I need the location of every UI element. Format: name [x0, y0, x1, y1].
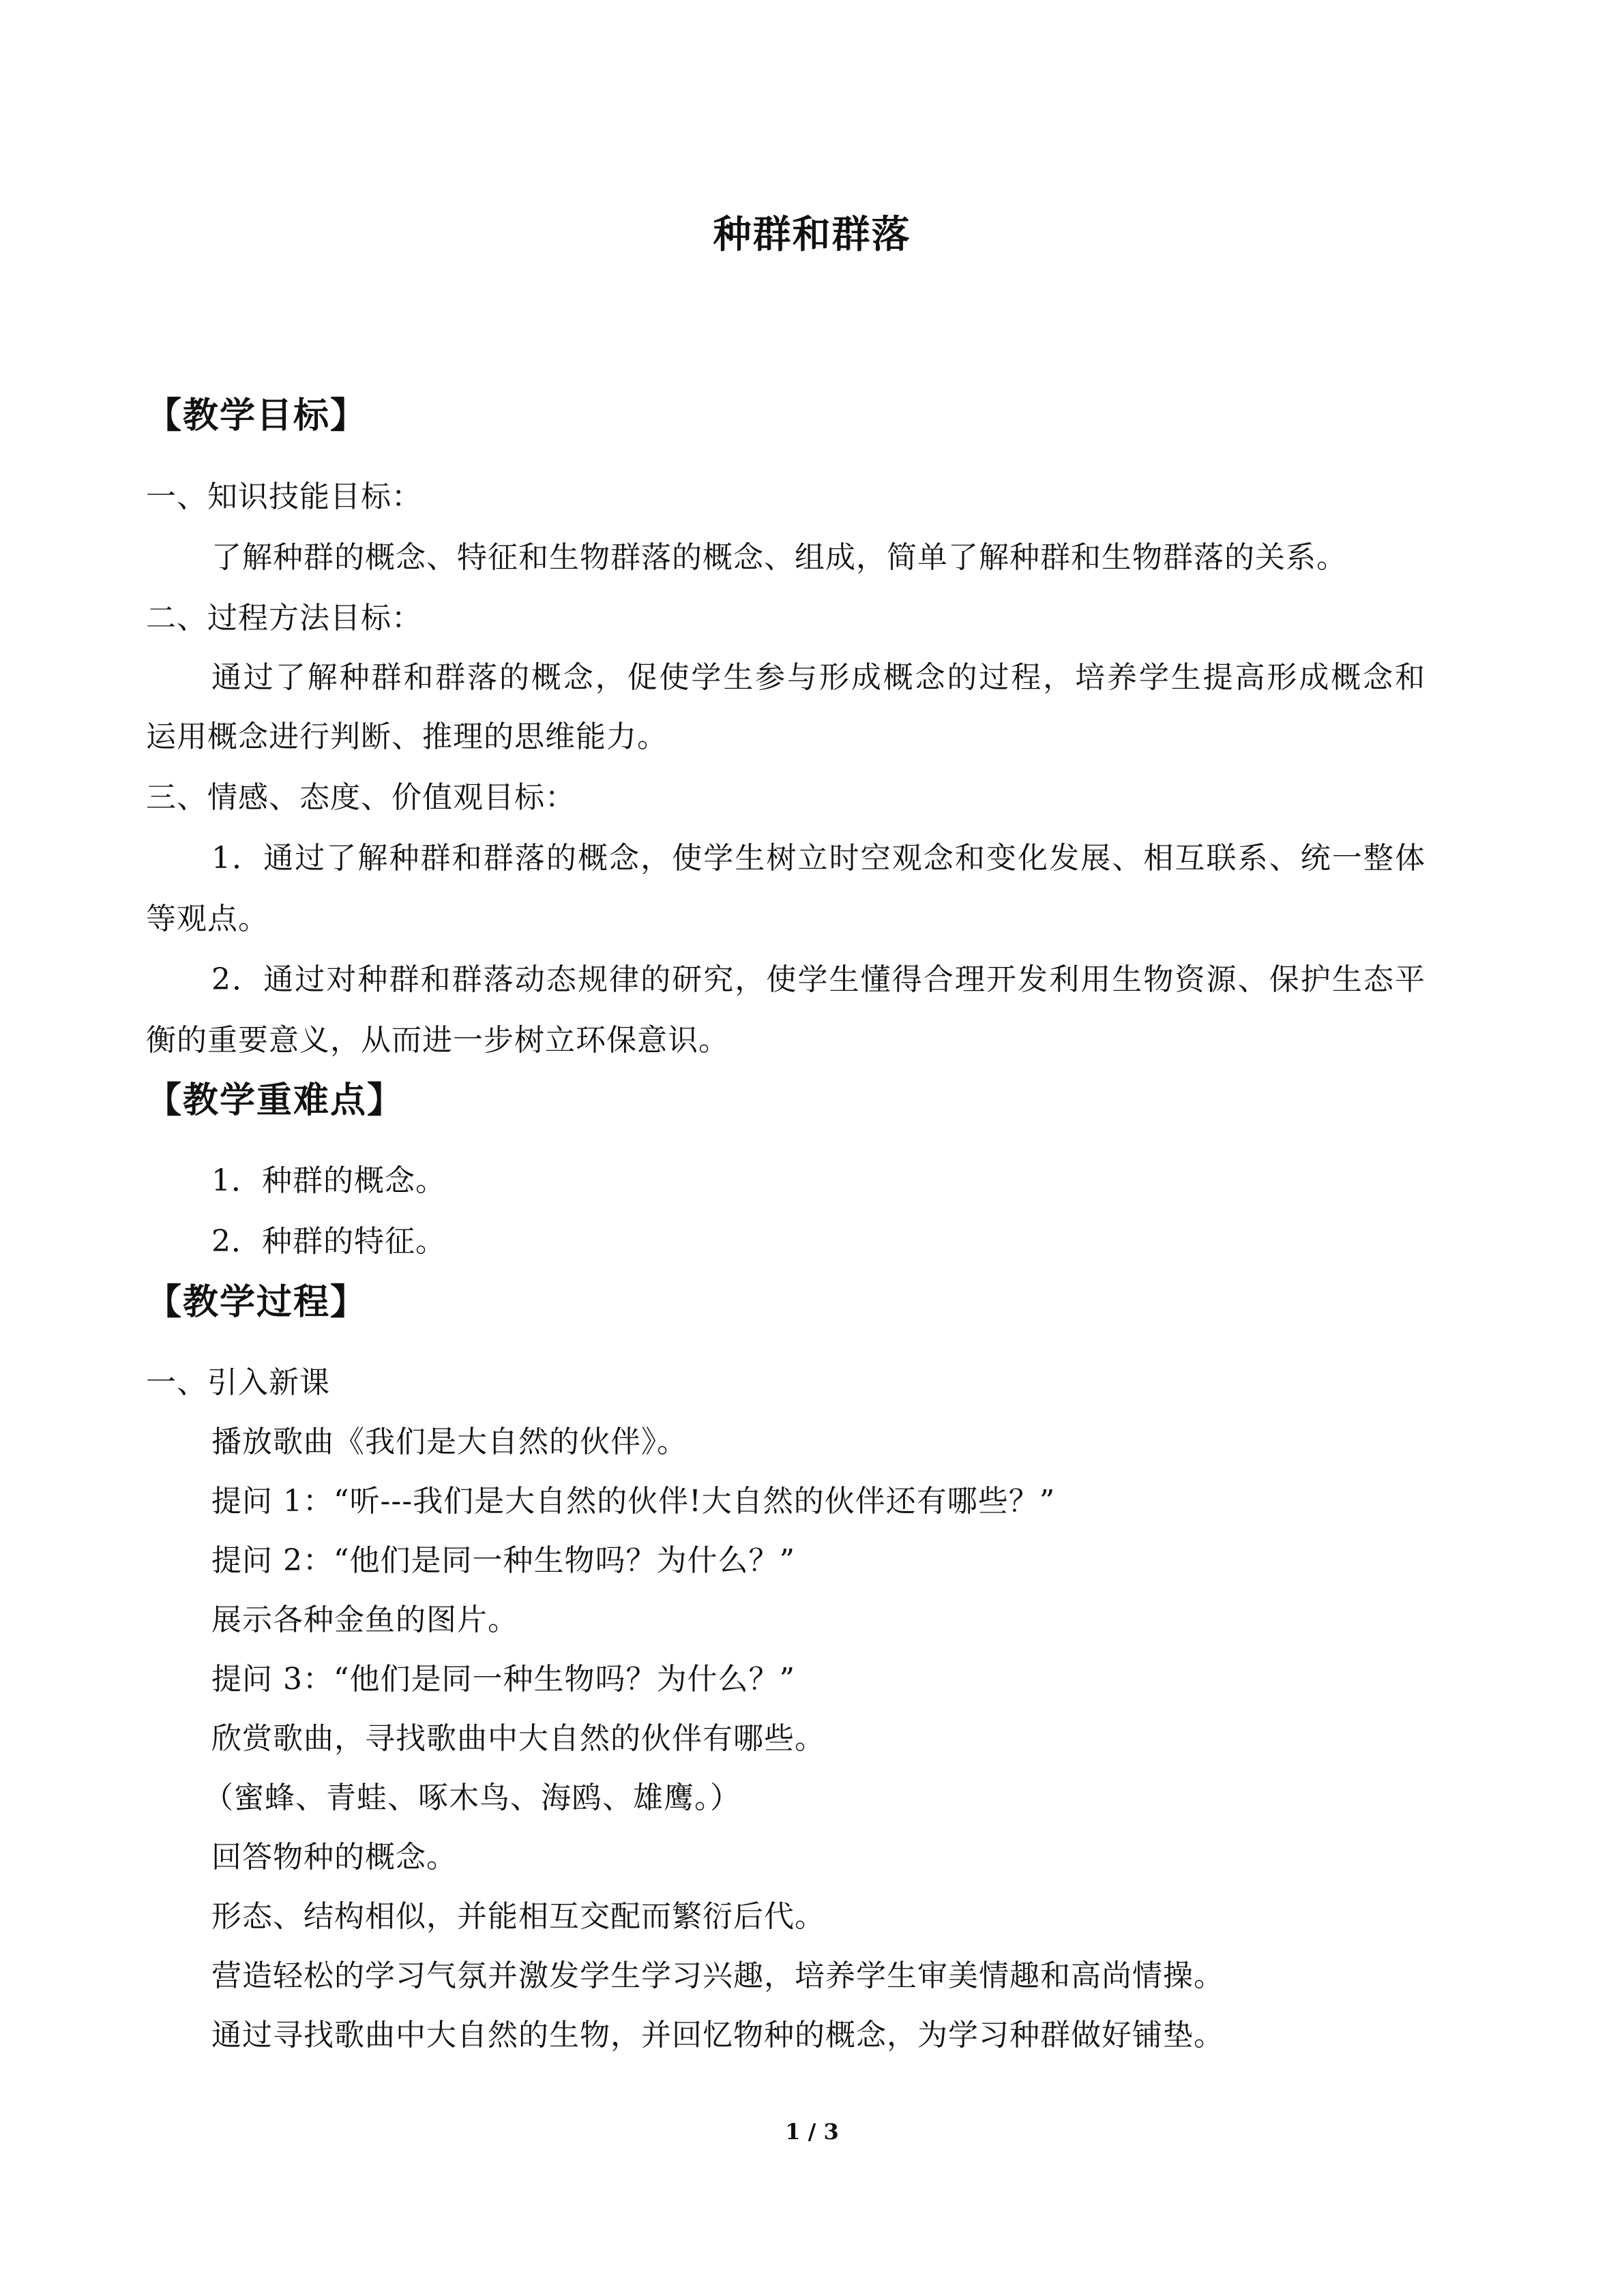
- process-objective-text-line-1: 通过了解种群和群落的概念，促使学生参与形成概念的过程，培养学生提高形成概念和: [211, 660, 1426, 695]
- intro-label: 一、引入新课: [146, 1365, 330, 1400]
- process-line: 提问 3：“他们是同一种生物吗？为什么？”: [211, 1662, 795, 1697]
- emotion-item-1-line-2: 等观点。: [146, 901, 269, 936]
- emotion-objective-label: 三、情感、态度、价值观目标：: [146, 780, 576, 815]
- section-heading-process: 【教学过程】: [146, 1281, 368, 1323]
- emotion-item-2-line-2: 衡的重要意义，从而进一步树立环保意识。: [146, 1023, 729, 1058]
- process-line: 欣赏歌曲，寻找歌曲中大自然的伙伴有哪些。: [211, 1721, 825, 1756]
- process-line: （蜜蜂、青蛙、啄木鸟、海鸥、雄鹰。）: [203, 1780, 741, 1815]
- section-heading-objectives: 【教学目标】: [146, 395, 368, 436]
- page-number: 1 / 3: [785, 2119, 839, 2145]
- key-point-item-1: 1．种群的概念。: [211, 1163, 446, 1198]
- emotion-item-1-line-1: 1．通过了解种群和群落的概念，使学生树立时空观念和变化发展、相互联系、统一整体: [211, 841, 1426, 876]
- process-line: 播放歌曲《我们是大自然的伙伴》。: [211, 1425, 688, 1459]
- process-line: 提问 1：“听---我们是大自然的伙伴!大自然的伙伴还有哪些？”: [211, 1484, 1056, 1519]
- emotion-item-2-line-1: 2．通过对种群和群落动态规律的研究，使学生懂得合理开发利用生物资源、保护生态平: [211, 962, 1426, 997]
- process-line: 形态、结构相似，并能相互交配而繁衍后代。: [211, 1899, 825, 1934]
- process-line: 提问 2：“他们是同一种生物吗？为什么？”: [211, 1543, 795, 1578]
- key-point-item-2: 2．种群的特征。: [211, 1224, 446, 1259]
- page-title: 种群和群落: [713, 212, 911, 257]
- knowledge-objective-text: 了解种群的概念、特征和生物群落的概念、组成，简单了解种群和生物群落的关系。: [211, 540, 1347, 575]
- process-objective-label: 二、过程方法目标：: [146, 601, 422, 636]
- knowledge-objective-label: 一、知识技能目标：: [146, 479, 422, 514]
- section-heading-key-points: 【教学重难点】: [146, 1079, 404, 1121]
- process-line: 回答物种的概念。: [211, 1840, 457, 1875]
- process-line: 通过寻找歌曲中大自然的生物，并回忆物种的概念，为学习种群做好铺垫。: [211, 2018, 1224, 2053]
- process-line: 展示各种金鱼的图片。: [211, 1602, 518, 1637]
- process-objective-text-line-2: 运用概念进行判断、推理的思维能力。: [146, 719, 668, 754]
- process-line: 营造轻松的学习气氛并激发学生学习兴趣，培养学生审美情趣和高尚情操。: [211, 1958, 1224, 1993]
